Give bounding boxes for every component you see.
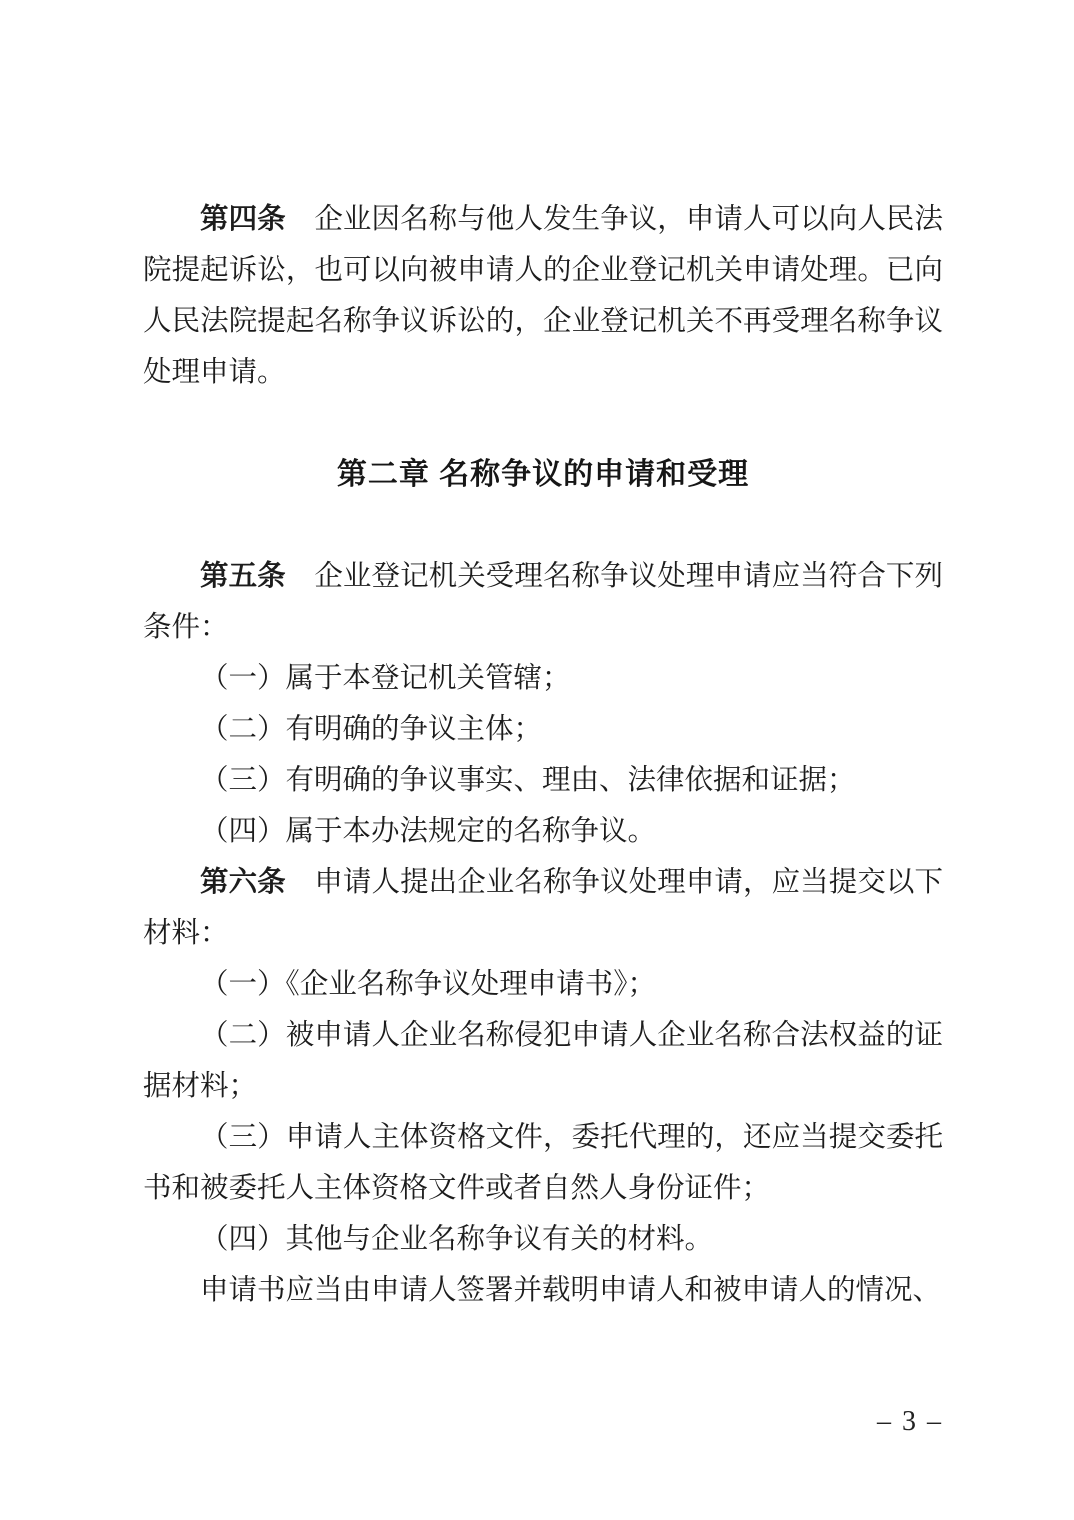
article-5-label: 第五条 (200, 561, 286, 592)
document-body (143, 194, 943, 1316)
article-6-item-3: （三）申请人主体资格文件，委托代理的，还应当提交委托书和被委托人主体资格文件或者自然人身份证件； (143, 1122, 943, 1204)
article-6-item-4: （四）其他与企业名称争议有关的材料。 (200, 1224, 714, 1255)
article-6-paragraph (143, 857, 943, 959)
article-6-item-1: （一）《企业名称争议处理申请书》； (200, 969, 657, 1000)
article-5-item-2: （二）有明确的争议主体； (200, 714, 543, 745)
article-5-paragraph (143, 551, 943, 653)
article-5-text: 企业登记机关受理名称争议处理申请应当符合下列条件： (143, 561, 943, 643)
article-4-paragraph (143, 194, 943, 398)
article-6-item-2: （二）被申请人企业名称侵犯申请人企业名称合法权益的证据材料； (143, 1020, 943, 1102)
article-6-text: 申请人提出企业名称争议处理申请，应当提交以下材料： (143, 867, 943, 949)
chapter-2-heading: 第二章 名称争议的申请和受理 (336, 458, 750, 491)
article-4-label: 第四条 (200, 204, 286, 235)
page-number: – 3 – (877, 1406, 943, 1437)
article-4-text: 企业因名称与他人发生争议，申请人可以向人民法院提起诉讼，也可以向被申请人的企业登记机关申请处理。已向人民法院提起名称争议诉讼的，企业登记机关不再受理名称争议处理申请。 (143, 204, 943, 388)
article-5-item-1: （一）属于本登记机关管辖； (200, 663, 571, 694)
closing-paragraph: 申请书应当由申请人签署并载明申请人和被申请人的情况、 (200, 1275, 942, 1306)
article-5-item-4: （四）属于本办法规定的名称争议。 (200, 816, 657, 847)
article-6-label: 第六条 (200, 867, 286, 898)
article-5-item-3: （三）有明确的争议事实、理由、法律依据和证据； (200, 765, 856, 796)
